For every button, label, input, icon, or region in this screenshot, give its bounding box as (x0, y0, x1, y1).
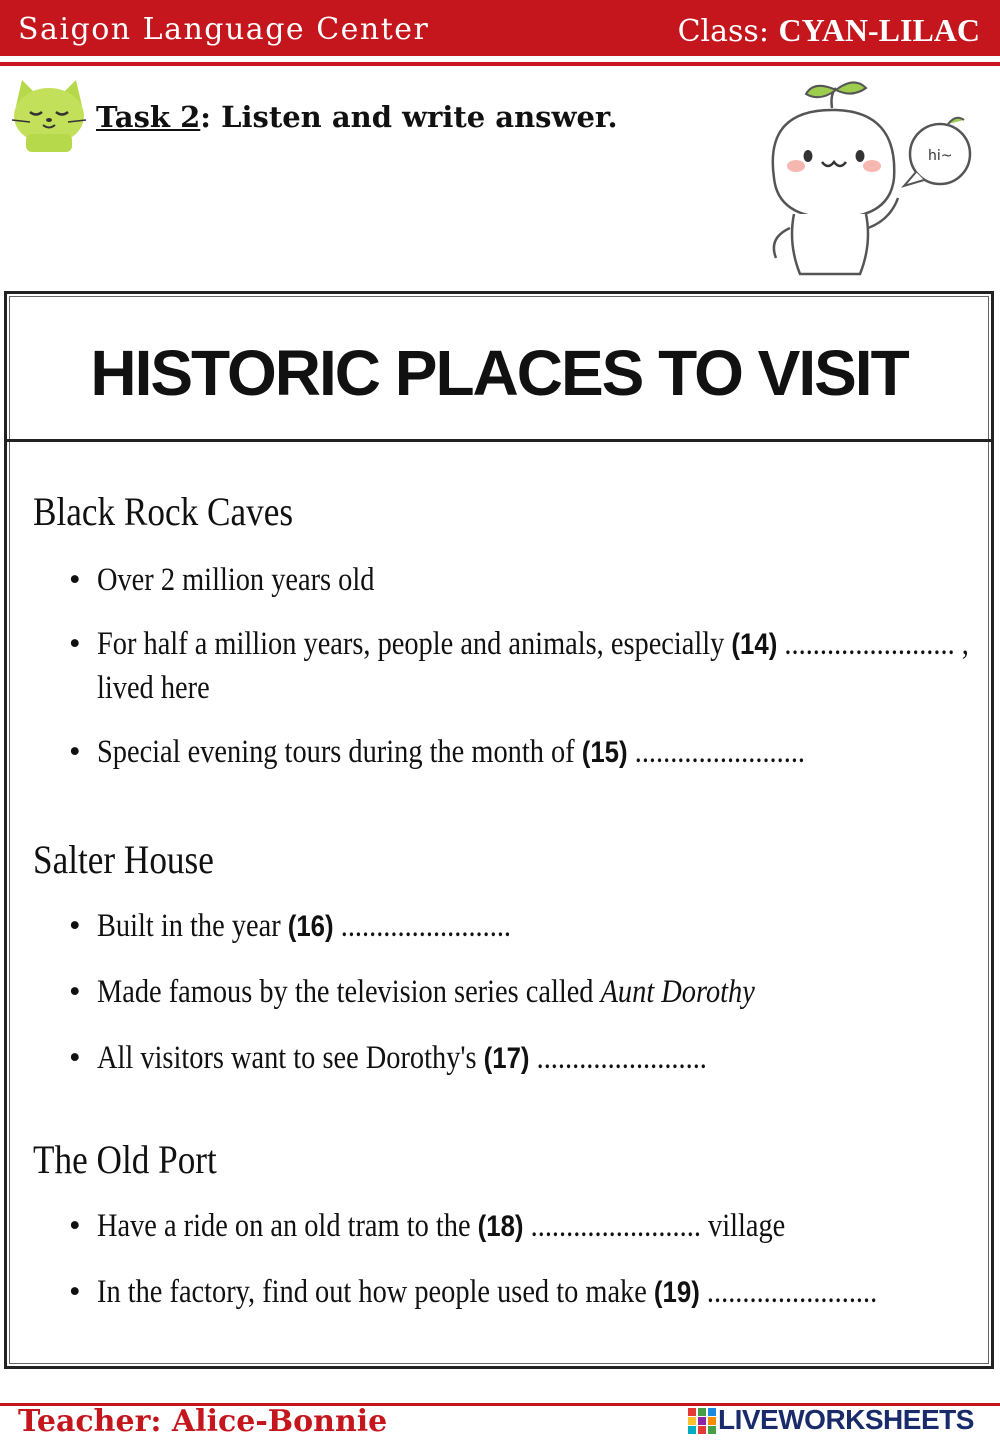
bullet-icon: • (69, 734, 81, 770)
bullet-text (97, 908, 511, 945)
bullet-text (97, 1040, 707, 1077)
bullet-text (97, 1208, 785, 1245)
bullet-icon: • (69, 1040, 81, 1076)
question-number-14: (14) (731, 628, 778, 661)
class-name: CYAN-LILAC (778, 12, 980, 48)
bullet-text (97, 974, 755, 1011)
question-number-15: (15) (581, 736, 628, 769)
worksheet-title: HISTORIC PLACES TO VISIT (90, 337, 908, 409)
section-title-black-rock-caves: Black Rock Caves (33, 489, 294, 534)
cat-icon (8, 76, 90, 152)
answer-blank-16[interactable]: ........................ (333, 908, 512, 944)
bullet-icon: • (69, 1208, 81, 1244)
bullet-text: lived here (97, 670, 210, 706)
center-name: Saigon Language Center (18, 12, 430, 47)
task-label: Task 2 (96, 100, 201, 134)
bullet-text: Over 2 million years old (97, 562, 375, 598)
bullet-icon: • (69, 1274, 81, 1310)
bullet-icon: • (69, 908, 81, 944)
liveworksheets-text: LIVEWORKSHEETS (718, 1404, 974, 1435)
worksheet-inner-border (9, 296, 989, 1364)
series-title: Aunt Dorothy (600, 974, 755, 1010)
header-divider (0, 62, 1000, 66)
question-number-18: (18) (477, 1210, 524, 1243)
bullet-text-pre: In the factory, find out how people used to make (97, 1274, 654, 1310)
bullet-icon: • (69, 562, 81, 598)
bullet-icon: • (69, 974, 81, 1010)
section-title-old-port: The Old Port (33, 1137, 217, 1182)
bullet-text-pre: For half a million years, people and animals, especially (97, 626, 732, 662)
question-number-19: (19) (653, 1276, 700, 1309)
bullet-text-pre: Have a ride on an old tram to the (97, 1208, 478, 1244)
class-info (678, 12, 980, 49)
class-label: Class: (677, 14, 769, 49)
bullet-text-pre: All visitors want to see Dorothy's (97, 1040, 484, 1076)
header-bar (0, 0, 1000, 56)
sprout-mascot-icon (760, 78, 990, 283)
section-title-salter-house: Salter House (33, 837, 214, 882)
question-number-16: (16) (287, 910, 334, 943)
answer-blank-17[interactable]: ........................ (529, 1040, 707, 1076)
liveworksheets-logo[interactable] (688, 1404, 988, 1436)
answer-blank-19[interactable]: ........................ (699, 1274, 878, 1310)
mascot-speech: hi~ (928, 148, 953, 164)
bullet-text (97, 1274, 877, 1311)
bullet-text-pre: Built in the year (97, 908, 288, 944)
worksheet-box (4, 291, 994, 1369)
bullet-text-pre: Made famous by the television series called (97, 974, 601, 1010)
answer-blank-18[interactable]: ........................ village (523, 1208, 786, 1244)
teacher-name: Teacher: Alice-Bonnie (18, 1404, 388, 1439)
title-row (7, 294, 991, 442)
bullet-text (97, 626, 969, 663)
answer-blank-15[interactable]: ........................ (627, 734, 806, 770)
task-instruction (96, 100, 618, 134)
answer-blank-14[interactable]: ........................ , (777, 626, 969, 662)
task-text: : Listen and write answer. (200, 100, 618, 134)
bullet-text (97, 734, 805, 771)
liveworksheets-icon (688, 1408, 716, 1434)
question-number-17: (17) (483, 1042, 530, 1075)
bullet-icon: • (69, 626, 81, 662)
bullet-text-pre: Special evening tours during the month of (97, 734, 582, 770)
